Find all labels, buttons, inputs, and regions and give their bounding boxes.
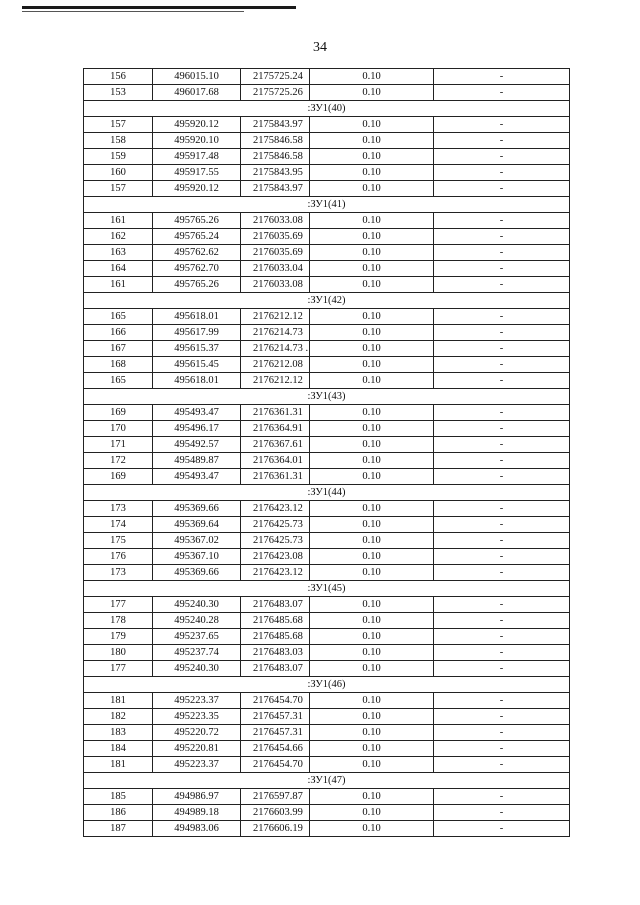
- y-coordinate-cell: 2175843.97: [241, 181, 310, 197]
- accuracy-cell: 0.10: [310, 245, 434, 261]
- point-number-cell: 165: [84, 309, 153, 325]
- accuracy-cell: 0.10: [310, 229, 434, 245]
- table-row: [84, 453, 570, 469]
- point-number-cell: 177: [84, 597, 153, 613]
- point-number-cell: 160: [84, 165, 153, 181]
- x-coordinate-cell: 495492.57: [153, 437, 241, 453]
- x-coordinate-cell: 495493.47: [153, 469, 241, 485]
- y-coordinate-cell: 2176454.66: [241, 741, 310, 757]
- table-row: [84, 757, 570, 773]
- y-coordinate-cell: 2175846.58: [241, 149, 310, 165]
- x-coordinate-cell: 495917.48: [153, 149, 241, 165]
- section-label: :ЗУ1(46): [84, 677, 570, 693]
- point-number-cell: 174: [84, 517, 153, 533]
- x-coordinate-cell: 495765.26: [153, 277, 241, 293]
- y-coordinate-cell: 2176483.07: [241, 661, 310, 677]
- note-cell: -: [434, 517, 570, 533]
- note-cell: -: [434, 565, 570, 581]
- y-coordinate-cell: 2176457.31: [241, 725, 310, 741]
- point-number-cell: 185: [84, 789, 153, 805]
- note-cell: -: [434, 613, 570, 629]
- table-row: [84, 133, 570, 149]
- accuracy-cell: 0.10: [310, 325, 434, 341]
- section-header-row: [84, 197, 570, 213]
- point-number-cell: 177: [84, 661, 153, 677]
- table-row: [84, 517, 570, 533]
- point-number-cell: 184: [84, 741, 153, 757]
- point-number-cell: 168: [84, 357, 153, 373]
- note-cell: -: [434, 261, 570, 277]
- coordinates-table: [83, 68, 570, 837]
- section-label: :ЗУ1(42): [84, 293, 570, 309]
- note-cell: -: [434, 309, 570, 325]
- point-number-cell: 173: [84, 501, 153, 517]
- accuracy-cell: 0.10: [310, 805, 434, 821]
- point-number-cell: 175: [84, 533, 153, 549]
- note-cell: -: [434, 165, 570, 181]
- accuracy-cell: 0.10: [310, 597, 434, 613]
- note-cell: -: [434, 469, 570, 485]
- y-coordinate-cell: 2176485.68: [241, 629, 310, 645]
- accuracy-cell: 0.10: [310, 709, 434, 725]
- table-row: [84, 229, 570, 245]
- accuracy-cell: 0.10: [310, 357, 434, 373]
- table-row: [84, 309, 570, 325]
- x-coordinate-cell: 495615.37: [153, 341, 241, 357]
- point-number-cell: 181: [84, 693, 153, 709]
- section-header-row: [84, 389, 570, 405]
- section-header-row: [84, 485, 570, 501]
- point-number-cell: 180: [84, 645, 153, 661]
- table-row: [84, 629, 570, 645]
- y-coordinate-cell: 2175843.97: [241, 117, 310, 133]
- x-coordinate-cell: 494986.97: [153, 789, 241, 805]
- x-coordinate-cell: 496015.10: [153, 69, 241, 85]
- accuracy-cell: 0.10: [310, 565, 434, 581]
- accuracy-cell: 0.10: [310, 517, 434, 533]
- accuracy-cell: 0.10: [310, 117, 434, 133]
- x-coordinate-cell: 495762.62: [153, 245, 241, 261]
- y-coordinate-cell: 2176367.61: [241, 437, 310, 453]
- x-coordinate-cell: 494989.18: [153, 805, 241, 821]
- y-coordinate-cell: 2176425.73: [241, 533, 310, 549]
- note-cell: -: [434, 277, 570, 293]
- accuracy-cell: 0.10: [310, 501, 434, 517]
- table-row: [84, 725, 570, 741]
- y-coordinate-cell: 2176606.19: [241, 821, 310, 837]
- x-coordinate-cell: 495369.66: [153, 501, 241, 517]
- table-row: [84, 69, 570, 85]
- x-coordinate-cell: 495615.45: [153, 357, 241, 373]
- accuracy-cell: 0.10: [310, 181, 434, 197]
- y-coordinate-cell: 2176035.69: [241, 245, 310, 261]
- note-cell: -: [434, 229, 570, 245]
- section-header-row: [84, 293, 570, 309]
- x-coordinate-cell: 495220.72: [153, 725, 241, 741]
- table-row: [84, 373, 570, 389]
- point-number-cell: 183: [84, 725, 153, 741]
- note-cell: -: [434, 405, 570, 421]
- section-label: :ЗУ1(44): [84, 485, 570, 501]
- point-number-cell: 158: [84, 133, 153, 149]
- point-number-cell: 176: [84, 549, 153, 565]
- section-header-row: [84, 581, 570, 597]
- accuracy-cell: 0.10: [310, 741, 434, 757]
- note-cell: -: [434, 709, 570, 725]
- table-row: [84, 821, 570, 837]
- y-coordinate-cell: 2176425.73: [241, 517, 310, 533]
- accuracy-cell: 0.10: [310, 277, 434, 293]
- point-number-cell: 156: [84, 69, 153, 85]
- accuracy-cell: 0.10: [310, 693, 434, 709]
- y-coordinate-cell: 2175843.95: [241, 165, 310, 181]
- table-row: [84, 357, 570, 373]
- note-cell: -: [434, 757, 570, 773]
- y-coordinate-cell: 2176423.12: [241, 565, 310, 581]
- accuracy-cell: 0.10: [310, 309, 434, 325]
- y-coordinate-cell: 2176214.73: [241, 325, 310, 341]
- y-coordinate-cell: 2176361.31: [241, 405, 310, 421]
- y-coordinate-cell: 2176364.91: [241, 421, 310, 437]
- point-number-cell: 161: [84, 277, 153, 293]
- table-row: [84, 341, 570, 357]
- accuracy-cell: 0.10: [310, 437, 434, 453]
- y-coordinate-cell: 2176485.68: [241, 613, 310, 629]
- x-coordinate-cell: 495765.26: [153, 213, 241, 229]
- y-coordinate-cell: 2176033.04: [241, 261, 310, 277]
- header-rule-thin: [22, 11, 244, 12]
- section-label: :ЗУ1(47): [84, 773, 570, 789]
- table-row: [84, 533, 570, 549]
- note-cell: -: [434, 645, 570, 661]
- accuracy-cell: 0.10: [310, 373, 434, 389]
- note-cell: -: [434, 325, 570, 341]
- table-row: [84, 277, 570, 293]
- x-coordinate-cell: 495367.02: [153, 533, 241, 549]
- x-coordinate-cell: 495220.81: [153, 741, 241, 757]
- x-coordinate-cell: 495765.24: [153, 229, 241, 245]
- note-cell: -: [434, 181, 570, 197]
- x-coordinate-cell: 495367.10: [153, 549, 241, 565]
- x-coordinate-cell: 495493.47: [153, 405, 241, 421]
- note-cell: -: [434, 421, 570, 437]
- note-cell: -: [434, 533, 570, 549]
- accuracy-cell: 0.10: [310, 133, 434, 149]
- x-coordinate-cell: 495223.37: [153, 693, 241, 709]
- accuracy-cell: 0.10: [310, 789, 434, 805]
- y-coordinate-cell: 2176423.08: [241, 549, 310, 565]
- section-label: :ЗУ1(41): [84, 197, 570, 213]
- note-cell: -: [434, 661, 570, 677]
- x-coordinate-cell: 495369.66: [153, 565, 241, 581]
- accuracy-cell: 0.10: [310, 69, 434, 85]
- note-cell: -: [434, 85, 570, 101]
- note-cell: -: [434, 501, 570, 517]
- table-row: [84, 789, 570, 805]
- y-coordinate-cell: 2175725.26: [241, 85, 310, 101]
- point-number-cell: 162: [84, 229, 153, 245]
- accuracy-cell: 0.10: [310, 469, 434, 485]
- table-row: [84, 693, 570, 709]
- table-row: [84, 661, 570, 677]
- x-coordinate-cell: 496017.68: [153, 85, 241, 101]
- y-coordinate-cell: 2176454.70: [241, 757, 310, 773]
- table-row: [84, 245, 570, 261]
- note-cell: -: [434, 117, 570, 133]
- note-cell: -: [434, 69, 570, 85]
- x-coordinate-cell: 495920.12: [153, 181, 241, 197]
- note-cell: -: [434, 213, 570, 229]
- x-coordinate-cell: 495237.74: [153, 645, 241, 661]
- accuracy-cell: 0.10: [310, 645, 434, 661]
- table-row: [84, 165, 570, 181]
- x-coordinate-cell: 495240.28: [153, 613, 241, 629]
- header-rule: [22, 6, 296, 9]
- accuracy-cell: 0.10: [310, 213, 434, 229]
- note-cell: -: [434, 149, 570, 165]
- note-cell: -: [434, 725, 570, 741]
- y-coordinate-cell: 2176214.73 .: [241, 341, 310, 357]
- point-number-cell: 182: [84, 709, 153, 725]
- table-row: [84, 213, 570, 229]
- point-number-cell: 171: [84, 437, 153, 453]
- x-coordinate-cell: 494983.06: [153, 821, 241, 837]
- y-coordinate-cell: 2176212.12: [241, 309, 310, 325]
- table-row: [84, 805, 570, 821]
- accuracy-cell: 0.10: [310, 613, 434, 629]
- table-row: [84, 501, 570, 517]
- point-number-cell: 181: [84, 757, 153, 773]
- x-coordinate-cell: 495920.10: [153, 133, 241, 149]
- table-row: [84, 565, 570, 581]
- accuracy-cell: 0.10: [310, 405, 434, 421]
- table-row: [84, 709, 570, 725]
- y-coordinate-cell: 2176483.03: [241, 645, 310, 661]
- x-coordinate-cell: 495369.64: [153, 517, 241, 533]
- table-row: [84, 181, 570, 197]
- point-number-cell: 164: [84, 261, 153, 277]
- note-cell: -: [434, 629, 570, 645]
- point-number-cell: 172: [84, 453, 153, 469]
- y-coordinate-cell: 2176603.99: [241, 805, 310, 821]
- x-coordinate-cell: 495223.37: [153, 757, 241, 773]
- table-row: [84, 85, 570, 101]
- accuracy-cell: 0.10: [310, 757, 434, 773]
- x-coordinate-cell: 495237.65: [153, 629, 241, 645]
- x-coordinate-cell: 495240.30: [153, 597, 241, 613]
- point-number-cell: 153: [84, 85, 153, 101]
- note-cell: -: [434, 741, 570, 757]
- accuracy-cell: 0.10: [310, 453, 434, 469]
- table-row: [84, 149, 570, 165]
- table-row: [84, 469, 570, 485]
- point-number-cell: 186: [84, 805, 153, 821]
- x-coordinate-cell: 495617.99: [153, 325, 241, 341]
- note-cell: -: [434, 805, 570, 821]
- section-label: :ЗУ1(45): [84, 581, 570, 597]
- note-cell: -: [434, 373, 570, 389]
- section-header-row: [84, 773, 570, 789]
- y-coordinate-cell: 2175846.58: [241, 133, 310, 149]
- x-coordinate-cell: 495920.12: [153, 117, 241, 133]
- x-coordinate-cell: 495762.70: [153, 261, 241, 277]
- table-row: [84, 117, 570, 133]
- y-coordinate-cell: 2176033.08: [241, 213, 310, 229]
- point-number-cell: 157: [84, 181, 153, 197]
- accuracy-cell: 0.10: [310, 261, 434, 277]
- table-row: [84, 597, 570, 613]
- note-cell: -: [434, 357, 570, 373]
- point-number-cell: 165: [84, 373, 153, 389]
- note-cell: -: [434, 789, 570, 805]
- note-cell: -: [434, 437, 570, 453]
- x-coordinate-cell: 495223.35: [153, 709, 241, 725]
- point-number-cell: 187: [84, 821, 153, 837]
- section-label: :ЗУ1(40): [84, 101, 570, 117]
- point-number-cell: 169: [84, 469, 153, 485]
- table-row: [84, 437, 570, 453]
- accuracy-cell: 0.10: [310, 149, 434, 165]
- y-coordinate-cell: 2176033.08: [241, 277, 310, 293]
- table-row: [84, 549, 570, 565]
- point-number-cell: 166: [84, 325, 153, 341]
- y-coordinate-cell: 2176597.87: [241, 789, 310, 805]
- note-cell: -: [434, 245, 570, 261]
- x-coordinate-cell: 495917.55: [153, 165, 241, 181]
- y-coordinate-cell: 2176423.12: [241, 501, 310, 517]
- y-coordinate-cell: 2176454.70: [241, 693, 310, 709]
- y-coordinate-cell: 2176361.31: [241, 469, 310, 485]
- point-number-cell: 167: [84, 341, 153, 357]
- point-number-cell: 163: [84, 245, 153, 261]
- note-cell: -: [434, 549, 570, 565]
- accuracy-cell: 0.10: [310, 549, 434, 565]
- accuracy-cell: 0.10: [310, 421, 434, 437]
- point-number-cell: 161: [84, 213, 153, 229]
- section-header-row: [84, 101, 570, 117]
- y-coordinate-cell: 2176035.69: [241, 229, 310, 245]
- x-coordinate-cell: 495618.01: [153, 309, 241, 325]
- table-row: [84, 421, 570, 437]
- x-coordinate-cell: 495496.17: [153, 421, 241, 437]
- accuracy-cell: 0.10: [310, 629, 434, 645]
- note-cell: -: [434, 341, 570, 357]
- point-number-cell: 159: [84, 149, 153, 165]
- y-coordinate-cell: 2175725.24: [241, 69, 310, 85]
- note-cell: -: [434, 821, 570, 837]
- accuracy-cell: 0.10: [310, 341, 434, 357]
- table-row: [84, 613, 570, 629]
- table-row: [84, 645, 570, 661]
- section-header-row: [84, 677, 570, 693]
- table-row: [84, 261, 570, 277]
- point-number-cell: 179: [84, 629, 153, 645]
- note-cell: -: [434, 453, 570, 469]
- accuracy-cell: 0.10: [310, 725, 434, 741]
- y-coordinate-cell: 2176364.01: [241, 453, 310, 469]
- y-coordinate-cell: 2176212.08: [241, 357, 310, 373]
- accuracy-cell: 0.10: [310, 533, 434, 549]
- y-coordinate-cell: 2176212.12: [241, 373, 310, 389]
- table-row: [84, 405, 570, 421]
- x-coordinate-cell: 495618.01: [153, 373, 241, 389]
- point-number-cell: 178: [84, 613, 153, 629]
- page-number: 34: [313, 40, 327, 55]
- section-label: :ЗУ1(43): [84, 389, 570, 405]
- point-number-cell: 170: [84, 421, 153, 437]
- accuracy-cell: 0.10: [310, 165, 434, 181]
- note-cell: -: [434, 597, 570, 613]
- point-number-cell: 157: [84, 117, 153, 133]
- y-coordinate-cell: 2176457.31: [241, 709, 310, 725]
- accuracy-cell: 0.10: [310, 85, 434, 101]
- x-coordinate-cell: 495489.87: [153, 453, 241, 469]
- point-number-cell: 169: [84, 405, 153, 421]
- point-number-cell: 173: [84, 565, 153, 581]
- note-cell: -: [434, 133, 570, 149]
- accuracy-cell: 0.10: [310, 821, 434, 837]
- note-cell: -: [434, 693, 570, 709]
- accuracy-cell: 0.10: [310, 661, 434, 677]
- table-row: [84, 325, 570, 341]
- y-coordinate-cell: 2176483.07: [241, 597, 310, 613]
- x-coordinate-cell: 495240.30: [153, 661, 241, 677]
- table-row: [84, 741, 570, 757]
